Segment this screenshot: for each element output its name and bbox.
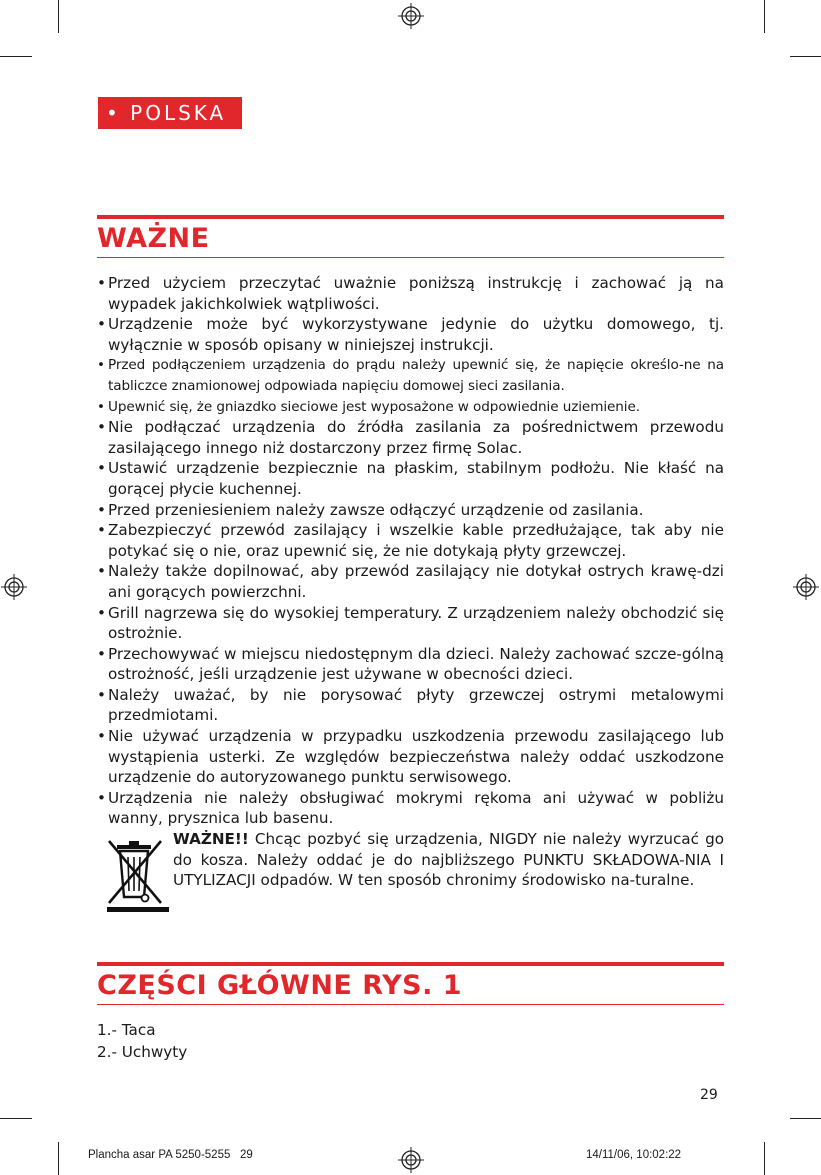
important-section bbox=[97, 215, 724, 915]
list-item: 1.- Taca bbox=[97, 1021, 156, 1039]
footer-timestamp: 14/11/06, 10:02:22 bbox=[586, 1149, 682, 1161]
language-tab: • POLSKA bbox=[98, 97, 242, 129]
registration-mark-icon bbox=[793, 574, 819, 600]
registration-mark-icon bbox=[398, 3, 424, 29]
registration-mark-icon bbox=[398, 1147, 424, 1173]
crop-mark bbox=[58, 1142, 59, 1175]
list-item: • Upewnić się, że gniazdko sieciowe jest wyposażone w odpowiednie uziemienie. bbox=[97, 397, 724, 418]
list-item: • Urządzenia nie należy obsługiwać mokrymi rękoma ani używać w pobliżu wanny, prysznica lub basenu. bbox=[97, 788, 724, 829]
weee-text bbox=[173, 829, 724, 915]
parts-list bbox=[97, 1019, 724, 1063]
section-rule bbox=[97, 257, 724, 258]
list-item: • Urządzenie może być wykorzystywane jedynie do użytku domowego, tj. wyłącznie w sposób opisany w niniejszej instrukcji. bbox=[97, 314, 724, 355]
list-item: • Nie podłączać urządzenia do źródła zasilania za pośrednictwem przewodu zasilającego innego niż dostarczony przez firmę Solac. bbox=[97, 417, 724, 458]
crop-mark bbox=[790, 56, 821, 57]
crossed-out-bin-icon bbox=[103, 835, 173, 915]
crop-mark bbox=[58, 0, 59, 33]
list-item: • Zabezpieczyć przewód zasilający i wszelkie kable przedłużające, tak aby nie potykać się o nie, oraz upewnić się, że nie dotykają płyty grzewczej. bbox=[97, 520, 724, 561]
list-item: • Grill nagrzewa się do wysokiej temperatury. Z urządzeniem należy obchodzić się ostrożnie. bbox=[97, 603, 724, 644]
list-item: • Przed przeniesieniem należy zawsze odłączyć urządzenie od zasilania. bbox=[97, 500, 724, 521]
list-item: • Przed użyciem przeczytać uważnie poniższą instrukcję i zachować ją na wypadek jakichkolwiek wątpliwości. bbox=[97, 273, 724, 314]
crop-mark bbox=[764, 0, 765, 33]
page-number: 29 bbox=[700, 1087, 718, 1103]
parts-section bbox=[97, 962, 724, 1063]
list-item: • Przed podłączeniem urządzenia do prądu należy upewnić się, że napięcie określo-ne na tabliczce znamionowej odpowiada napięciu domowej sieci zasilania. bbox=[97, 355, 724, 396]
list-item: • Nie używać urządzenia w przypadku uszkodzenia przewodu zasilającego lub wystąpienia usterki. Ze względów bezpieczeństwa należy oddać uszkodzone urządzenie do autoryzowanego punktu serwisowego. bbox=[97, 726, 724, 788]
weee-body: Chcąc pozbyć się urządzenia, NIGDY nie należy wyrzucać go do kosza. Należy oddać je do najbliższego PUNKTU SKŁADOWA-NIA I UTYLIZACJI odpadów. W ten sposób chronimy środowisko na-turalne. bbox=[173, 830, 724, 890]
list-item: • Przechowywać w miejscu niedostępnym dla dzieci. Należy zachować szcze-gólną ostrożność, jeśli urządzenie jest używane w obecności dzieci. bbox=[97, 644, 724, 685]
registration-mark-icon bbox=[1, 574, 27, 600]
important-heading: WAŻNE bbox=[97, 223, 210, 254]
crop-mark bbox=[790, 1118, 821, 1119]
section-rule bbox=[97, 962, 724, 966]
footer-file-label: Plancha asar PA 5250-5255 29 bbox=[88, 1149, 253, 1161]
section-rule bbox=[97, 1004, 724, 1005]
crop-mark bbox=[0, 56, 32, 57]
weee-notice bbox=[97, 829, 724, 915]
list-item: 2.- Uchwyty bbox=[97, 1043, 188, 1061]
list-item: • Należy także dopilnować, aby przewód zasilający nie dotykał ostrych krawę-dzi ani gorących powierzchni. bbox=[97, 561, 724, 602]
parts-heading: CZĘŚCI GŁÓWNE RYS. 1 bbox=[97, 970, 463, 1001]
crop-mark bbox=[764, 1142, 765, 1175]
important-list bbox=[97, 273, 724, 829]
weee-bold-label: WAŻNE!! bbox=[173, 830, 249, 849]
list-item: • Należy uważać, by nie porysować płyty grzewczej ostrymi metalowymi przedmiotami. bbox=[97, 685, 724, 726]
section-rule bbox=[97, 215, 724, 219]
crop-mark bbox=[0, 1118, 32, 1119]
list-item: • Ustawić urządzenie bezpiecznie na płaskim, stabilnym podłożu. Nie kłaść na gorącej płycie kuchennej. bbox=[97, 458, 724, 499]
